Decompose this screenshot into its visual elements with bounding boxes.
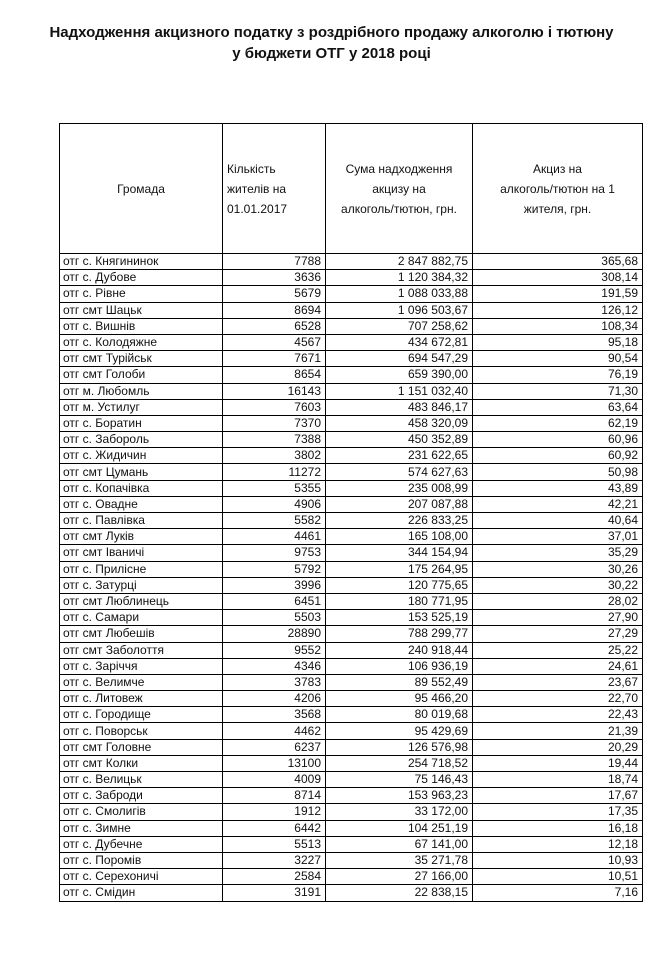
cell-community: отг с. Заброди bbox=[60, 788, 223, 804]
table-header bbox=[60, 124, 643, 254]
cell-community: отг м. Любомль bbox=[60, 383, 223, 399]
header-sum bbox=[326, 124, 473, 254]
table-row bbox=[60, 820, 643, 836]
cell-sum: 67 141,00 bbox=[326, 836, 473, 852]
cell-community: отг с. Дубечне bbox=[60, 836, 223, 852]
cell-per-capita: 62,19 bbox=[473, 415, 643, 431]
table-body bbox=[60, 254, 643, 902]
cell-population: 13100 bbox=[223, 755, 326, 771]
table-row bbox=[60, 383, 643, 399]
cell-community: отг с. Колодяжне bbox=[60, 334, 223, 350]
cell-community: отг с. Княгининок bbox=[60, 254, 223, 270]
cell-sum: 22 838,15 bbox=[326, 885, 473, 901]
cell-population: 7671 bbox=[223, 351, 326, 367]
cell-per-capita: 42,21 bbox=[473, 496, 643, 512]
cell-sum: 80 019,68 bbox=[326, 707, 473, 723]
cell-population: 6442 bbox=[223, 820, 326, 836]
cell-population: 4567 bbox=[223, 334, 326, 350]
cell-sum: 153 525,19 bbox=[326, 610, 473, 626]
cell-per-capita: 27,90 bbox=[473, 610, 643, 626]
table-row bbox=[60, 415, 643, 431]
cell-per-capita: 365,68 bbox=[473, 254, 643, 270]
table-row bbox=[60, 658, 643, 674]
cell-per-capita: 191,59 bbox=[473, 286, 643, 302]
cell-per-capita: 60,96 bbox=[473, 432, 643, 448]
cell-community: отг с. Велимче bbox=[60, 674, 223, 690]
table-row bbox=[60, 399, 643, 415]
cell-sum: 231 622,65 bbox=[326, 448, 473, 464]
cell-sum: 2 847 882,75 bbox=[326, 254, 473, 270]
cell-population: 7370 bbox=[223, 415, 326, 431]
cell-community: отг смт Турійськ bbox=[60, 351, 223, 367]
cell-community: отг смт Заболоття bbox=[60, 642, 223, 658]
cell-sum: 707 258,62 bbox=[326, 318, 473, 334]
cell-population: 2584 bbox=[223, 869, 326, 885]
cell-sum: 434 672,81 bbox=[326, 334, 473, 350]
cell-community: отг смт Колки bbox=[60, 755, 223, 771]
cell-community: отг с. Рівне bbox=[60, 286, 223, 302]
table-row bbox=[60, 334, 643, 350]
cell-sum: 75 146,43 bbox=[326, 772, 473, 788]
cell-sum: 165 108,00 bbox=[326, 529, 473, 545]
cell-population: 7788 bbox=[223, 254, 326, 270]
cell-population: 4461 bbox=[223, 529, 326, 545]
cell-population: 4206 bbox=[223, 691, 326, 707]
cell-sum: 483 846,17 bbox=[326, 399, 473, 415]
cell-community: отг смт Любешів bbox=[60, 626, 223, 642]
table-row bbox=[60, 885, 643, 901]
table-row bbox=[60, 318, 643, 334]
cell-population: 5582 bbox=[223, 513, 326, 529]
table-row bbox=[60, 788, 643, 804]
cell-sum: 33 172,00 bbox=[326, 804, 473, 820]
cell-per-capita: 27,29 bbox=[473, 626, 643, 642]
cell-sum: 1 096 503,67 bbox=[326, 302, 473, 318]
cell-per-capita: 23,67 bbox=[473, 674, 643, 690]
cell-community: отг смт Люблинець bbox=[60, 593, 223, 609]
cell-per-capita: 60,92 bbox=[473, 448, 643, 464]
cell-sum: 126 576,98 bbox=[326, 739, 473, 755]
document-title bbox=[0, 22, 663, 64]
cell-per-capita: 90,54 bbox=[473, 351, 643, 367]
table-row bbox=[60, 707, 643, 723]
cell-sum: 104 251,19 bbox=[326, 820, 473, 836]
cell-sum: 659 390,00 bbox=[326, 367, 473, 383]
cell-population: 3191 bbox=[223, 885, 326, 901]
cell-per-capita: 10,93 bbox=[473, 852, 643, 868]
cell-population: 5503 bbox=[223, 610, 326, 626]
table-row bbox=[60, 593, 643, 609]
cell-population: 3227 bbox=[223, 852, 326, 868]
table-row bbox=[60, 367, 643, 383]
table-row bbox=[60, 302, 643, 318]
table-row bbox=[60, 610, 643, 626]
cell-per-capita: 16,18 bbox=[473, 820, 643, 836]
cell-population: 3636 bbox=[223, 270, 326, 286]
cell-per-capita: 37,01 bbox=[473, 529, 643, 545]
cell-population: 7603 bbox=[223, 399, 326, 415]
cell-community: отг с. Вишнів bbox=[60, 318, 223, 334]
cell-sum: 254 718,52 bbox=[326, 755, 473, 771]
cell-community: отг с. Велицьк bbox=[60, 772, 223, 788]
table-row bbox=[60, 545, 643, 561]
cell-sum: 240 918,44 bbox=[326, 642, 473, 658]
cell-sum: 95 466,20 bbox=[326, 691, 473, 707]
cell-community: отг с. Смідин bbox=[60, 885, 223, 901]
cell-per-capita: 108,34 bbox=[473, 318, 643, 334]
cell-sum: 153 963,23 bbox=[326, 788, 473, 804]
cell-sum: 574 627,63 bbox=[326, 464, 473, 480]
header-population-line: Кількість bbox=[227, 161, 276, 176]
cell-community: отг с. Павлівка bbox=[60, 513, 223, 529]
cell-per-capita: 7,16 bbox=[473, 885, 643, 901]
cell-per-capita: 18,74 bbox=[473, 772, 643, 788]
cell-per-capita: 10,51 bbox=[473, 869, 643, 885]
cell-sum: 106 936,19 bbox=[326, 658, 473, 674]
cell-sum: 694 547,29 bbox=[326, 351, 473, 367]
header-sum-line: алкоголь/тютюн, грн. bbox=[341, 201, 457, 216]
cell-per-capita: 22,43 bbox=[473, 707, 643, 723]
cell-sum: 344 154,94 bbox=[326, 545, 473, 561]
cell-population: 5679 bbox=[223, 286, 326, 302]
cell-community: отг с. Городище bbox=[60, 707, 223, 723]
cell-population: 16143 bbox=[223, 383, 326, 399]
cell-per-capita: 76,19 bbox=[473, 367, 643, 383]
table-row bbox=[60, 286, 643, 302]
cell-community: отг смт Цумань bbox=[60, 464, 223, 480]
table-row bbox=[60, 577, 643, 593]
header-sum-line: Сума надходження bbox=[345, 161, 453, 176]
table-row bbox=[60, 270, 643, 286]
cell-sum: 1 151 032,40 bbox=[326, 383, 473, 399]
cell-sum: 1 088 033,88 bbox=[326, 286, 473, 302]
cell-population: 6237 bbox=[223, 739, 326, 755]
table-row bbox=[60, 852, 643, 868]
cell-population: 4462 bbox=[223, 723, 326, 739]
header-per-capita-line: алкоголь/тютюн на 1 bbox=[500, 181, 615, 196]
cell-community: отг смт Голоби bbox=[60, 367, 223, 383]
cell-per-capita: 28,02 bbox=[473, 593, 643, 609]
header-per-capita bbox=[473, 124, 643, 254]
table-row bbox=[60, 464, 643, 480]
cell-population: 9552 bbox=[223, 642, 326, 658]
cell-community: отг с. Жидичин bbox=[60, 448, 223, 464]
cell-per-capita: 63,64 bbox=[473, 399, 643, 415]
cell-per-capita: 43,89 bbox=[473, 480, 643, 496]
cell-population: 4009 bbox=[223, 772, 326, 788]
cell-population: 8694 bbox=[223, 302, 326, 318]
cell-population: 1912 bbox=[223, 804, 326, 820]
cell-per-capita: 24,61 bbox=[473, 658, 643, 674]
cell-population: 6451 bbox=[223, 593, 326, 609]
table-row bbox=[60, 739, 643, 755]
header-sum-line: акцизу на bbox=[372, 181, 426, 196]
cell-population: 3802 bbox=[223, 448, 326, 464]
table-row bbox=[60, 513, 643, 529]
cell-community: отг с. Поворськ bbox=[60, 723, 223, 739]
header-population-line: жителів на bbox=[227, 181, 287, 196]
cell-population: 8654 bbox=[223, 367, 326, 383]
cell-community: отг с. Копачівка bbox=[60, 480, 223, 496]
cell-sum: 235 008,99 bbox=[326, 480, 473, 496]
excise-table bbox=[59, 123, 643, 902]
cell-per-capita: 126,12 bbox=[473, 302, 643, 318]
title-line-2: у бюджети ОТГ у 2018 році bbox=[232, 45, 431, 62]
cell-per-capita: 22,70 bbox=[473, 691, 643, 707]
cell-sum: 180 771,95 bbox=[326, 593, 473, 609]
cell-per-capita: 17,35 bbox=[473, 804, 643, 820]
cell-population: 5792 bbox=[223, 561, 326, 577]
cell-sum: 89 552,49 bbox=[326, 674, 473, 690]
cell-community: отг с. Дубове bbox=[60, 270, 223, 286]
cell-per-capita: 30,26 bbox=[473, 561, 643, 577]
cell-per-capita: 35,29 bbox=[473, 545, 643, 561]
cell-per-capita: 95,18 bbox=[473, 334, 643, 350]
header-population-line: 01.01.2017 bbox=[227, 201, 288, 216]
cell-sum: 788 299,77 bbox=[326, 626, 473, 642]
cell-population: 5355 bbox=[223, 480, 326, 496]
cell-per-capita: 17,67 bbox=[473, 788, 643, 804]
cell-per-capita: 40,64 bbox=[473, 513, 643, 529]
cell-population: 11272 bbox=[223, 464, 326, 480]
header-community-label: Громада bbox=[117, 181, 165, 196]
cell-community: отг с. Забороль bbox=[60, 432, 223, 448]
cell-population: 3783 bbox=[223, 674, 326, 690]
cell-community: отг с. Самари bbox=[60, 610, 223, 626]
cell-population: 3996 bbox=[223, 577, 326, 593]
cell-sum: 27 166,00 bbox=[326, 869, 473, 885]
cell-per-capita: 50,98 bbox=[473, 464, 643, 480]
table-row bbox=[60, 480, 643, 496]
cell-community: отг с. Прилісне bbox=[60, 561, 223, 577]
cell-community: отг с. Заріччя bbox=[60, 658, 223, 674]
cell-community: отг смт Іваничі bbox=[60, 545, 223, 561]
cell-community: отг м. Устилуг bbox=[60, 399, 223, 415]
table-row bbox=[60, 836, 643, 852]
table-row bbox=[60, 804, 643, 820]
table-row bbox=[60, 674, 643, 690]
cell-sum: 450 352,89 bbox=[326, 432, 473, 448]
cell-community: отг смт Шацьк bbox=[60, 302, 223, 318]
table-row bbox=[60, 772, 643, 788]
cell-per-capita: 30,22 bbox=[473, 577, 643, 593]
cell-population: 3568 bbox=[223, 707, 326, 723]
cell-community: отг с. Зимне bbox=[60, 820, 223, 836]
cell-population: 6528 bbox=[223, 318, 326, 334]
cell-per-capita: 25,22 bbox=[473, 642, 643, 658]
cell-community: отг смт Головне bbox=[60, 739, 223, 755]
table-row bbox=[60, 642, 643, 658]
header-per-capita-line: жителя, грн. bbox=[523, 201, 592, 216]
cell-community: отг с. Поромів bbox=[60, 852, 223, 868]
cell-population: 5513 bbox=[223, 836, 326, 852]
table-row bbox=[60, 432, 643, 448]
cell-community: отг с. Серехоничі bbox=[60, 869, 223, 885]
table-row bbox=[60, 723, 643, 739]
table-row bbox=[60, 626, 643, 642]
table-row bbox=[60, 691, 643, 707]
cell-sum: 120 775,65 bbox=[326, 577, 473, 593]
cell-per-capita: 308,14 bbox=[473, 270, 643, 286]
header-community bbox=[60, 124, 223, 254]
table-row bbox=[60, 869, 643, 885]
cell-community: отг с. Смолигів bbox=[60, 804, 223, 820]
cell-sum: 175 264,95 bbox=[326, 561, 473, 577]
cell-sum: 1 120 384,32 bbox=[326, 270, 473, 286]
cell-community: отг с. Овадне bbox=[60, 496, 223, 512]
cell-population: 28890 bbox=[223, 626, 326, 642]
cell-per-capita: 19,44 bbox=[473, 755, 643, 771]
table-row bbox=[60, 561, 643, 577]
cell-community: отг с. Затурці bbox=[60, 577, 223, 593]
cell-population: 7388 bbox=[223, 432, 326, 448]
cell-community: отг с. Литовеж bbox=[60, 691, 223, 707]
cell-population: 9753 bbox=[223, 545, 326, 561]
table-row bbox=[60, 448, 643, 464]
cell-sum: 95 429,69 bbox=[326, 723, 473, 739]
title-line-1: Надходження акцизного податку з роздрібного продажу алкоголю і тютюну bbox=[49, 24, 614, 41]
cell-sum: 207 087,88 bbox=[326, 496, 473, 512]
header-population bbox=[223, 124, 326, 254]
cell-sum: 458 320,09 bbox=[326, 415, 473, 431]
table-row bbox=[60, 351, 643, 367]
cell-sum: 35 271,78 bbox=[326, 852, 473, 868]
table-row bbox=[60, 529, 643, 545]
table-row bbox=[60, 496, 643, 512]
cell-sum: 226 833,25 bbox=[326, 513, 473, 529]
cell-population: 8714 bbox=[223, 788, 326, 804]
table-row bbox=[60, 254, 643, 270]
cell-community: отг с. Боратин bbox=[60, 415, 223, 431]
cell-population: 4906 bbox=[223, 496, 326, 512]
cell-community: отг смт Луків bbox=[60, 529, 223, 545]
cell-per-capita: 20,29 bbox=[473, 739, 643, 755]
cell-per-capita: 12,18 bbox=[473, 836, 643, 852]
header-per-capita-line: Акциз на bbox=[533, 161, 582, 176]
cell-per-capita: 71,30 bbox=[473, 383, 643, 399]
cell-population: 4346 bbox=[223, 658, 326, 674]
table-row bbox=[60, 755, 643, 771]
cell-per-capita: 21,39 bbox=[473, 723, 643, 739]
